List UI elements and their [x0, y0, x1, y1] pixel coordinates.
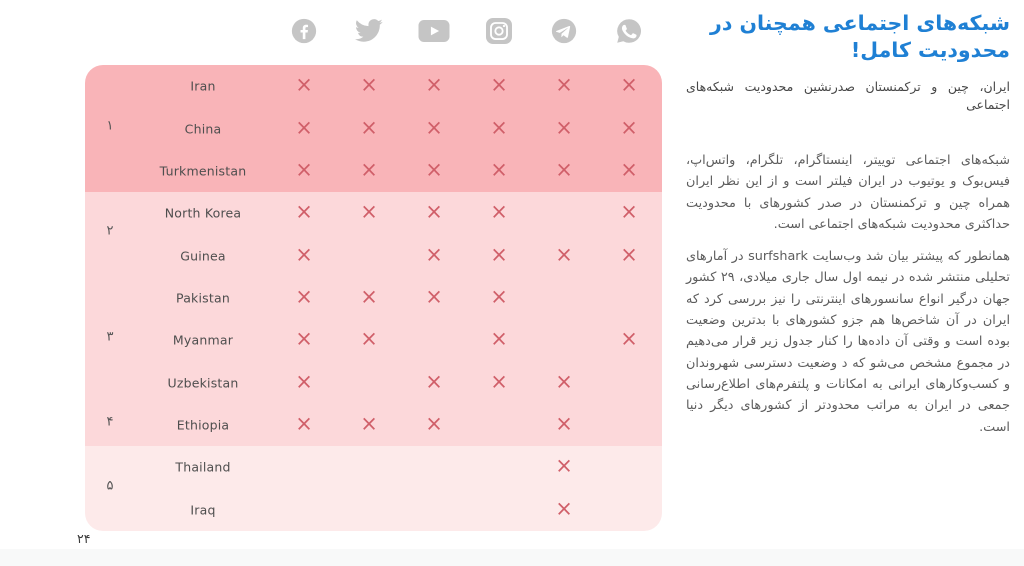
footer-strip — [0, 549, 1024, 566]
group-rank: ۵ — [106, 478, 114, 494]
group-rank: ۲ — [106, 223, 114, 239]
blocked-mark: × — [425, 284, 443, 309]
whatsapp-icon — [616, 18, 642, 44]
blocked-mark: × — [360, 157, 378, 182]
blocked-mark: × — [425, 369, 443, 394]
blocked-mark: × — [360, 199, 378, 224]
facebook-icon — [291, 18, 317, 44]
blocked-mark: × — [360, 115, 378, 140]
article-subtitle: ایران، چین و ترکمنستان صدرنشین محدودیت شبکه‌های اجتماعی — [686, 79, 1010, 112]
blocked-mark: × — [555, 369, 573, 394]
group-rank: ۳ — [106, 329, 114, 345]
blocked-mark: × — [555, 454, 573, 479]
group-rank: ۴ — [106, 414, 114, 430]
blocked-mark: × — [555, 72, 573, 97]
blocked-platforms-table — [85, 65, 662, 531]
blocked-mark: × — [360, 327, 378, 352]
blocked-mark: × — [620, 327, 638, 352]
blocked-mark: × — [360, 284, 378, 309]
article-column — [686, 10, 1010, 438]
blocked-mark: × — [360, 72, 378, 97]
country-label: Iraq — [190, 502, 216, 518]
blocked-mark: × — [425, 411, 443, 436]
blocked-mark: × — [490, 199, 508, 224]
blocked-mark: × — [490, 369, 508, 394]
blocked-mark: × — [620, 157, 638, 182]
blocked-mark: × — [490, 157, 508, 182]
blocked-mark: × — [490, 115, 508, 140]
blocked-mark: × — [555, 115, 573, 140]
blocked-mark: × — [295, 411, 313, 436]
blocked-mark: × — [490, 327, 508, 352]
blocked-mark: × — [295, 284, 313, 309]
blocked-mark: × — [555, 157, 573, 182]
country-label: Guinea — [180, 248, 226, 264]
blocked-mark: × — [555, 242, 573, 267]
country-label: Uzbekistan — [167, 375, 239, 391]
blocked-mark: × — [620, 242, 638, 267]
country-label: Pakistan — [176, 290, 230, 306]
country-label: Thailand — [175, 459, 231, 475]
telegram-icon — [551, 18, 577, 44]
article-paragraph-1: شبکه‌های اجتماعی توییتر، اینستاگرام، تلگرام، واتس‌اپ، فیس‌بوک و یوتیوب در ایران فیلتر است و از این نظر ایران همراه چین و ترکمنستان در صدر کشورهای با محدودیت حداکثری محدودیت شبکه‌های اجتماعی است. — [686, 153, 1010, 232]
blocked-mark: × — [490, 72, 508, 97]
blocked-mark: × — [555, 411, 573, 436]
severity-band — [85, 192, 662, 447]
blocked-mark: × — [425, 115, 443, 140]
blocked-mark: × — [490, 284, 508, 309]
country-label: China — [184, 121, 222, 137]
blocked-mark: × — [490, 242, 508, 267]
blocked-mark: × — [425, 72, 443, 97]
page-number: ۲۴ — [77, 531, 91, 546]
blocked-mark: × — [295, 327, 313, 352]
article-paragraph-2: همانطور که پیشتر بیان شد وب‌سایت surfshark در آمارهای تحلیلی منتشر شده در نیمه اول سال جاری میلادی، ۲۹ کشور جهان درگیر انواع سانسورهای اینترنتی را نیز بررسی کرد که ایران در آن شاخص‌ها هم جزو کشورهای با بدترین وضعیت بوده است و وقتی آن داده‌ها را کنار جدول زیر قرار می‌دهیم در مجموع مشخص می‌شو که د وضعیت دسترسی شهروندان و کسب‌وکارهای ایرانی به امکانات و پلتفرم‌های اطلاع‌رسانی جمعی در ایران به مراتب محدودتر از کشورهای دیگر دنیا است. — [686, 249, 1010, 435]
twitter-icon — [355, 19, 384, 43]
country-label: Turkmenistan — [159, 163, 247, 179]
youtube-icon — [419, 20, 450, 42]
blocked-mark: × — [360, 411, 378, 436]
country-label: Ethiopia — [176, 417, 230, 433]
blocked-mark: × — [425, 242, 443, 267]
instagram-icon — [486, 18, 512, 44]
blocked-mark: × — [295, 72, 313, 97]
blocked-mark: × — [295, 242, 313, 267]
country-label: Myanmar — [172, 332, 234, 348]
blocked-mark: × — [620, 72, 638, 97]
country-label: Iran — [190, 78, 216, 94]
blocked-mark: × — [620, 199, 638, 224]
blocked-mark: × — [295, 199, 313, 224]
page-title: شبکه‌های اجتماعی همچنان در محدودیت کامل! — [710, 11, 1010, 62]
severity-band — [85, 446, 662, 531]
blocked-mark: × — [425, 157, 443, 182]
blocked-mark: × — [295, 115, 313, 140]
blocked-mark: × — [295, 157, 313, 182]
blocked-mark: × — [555, 496, 573, 521]
blocked-mark: × — [620, 115, 638, 140]
group-rank: ۱ — [106, 118, 114, 134]
blocked-mark: × — [295, 369, 313, 394]
blocked-mark: × — [425, 199, 443, 224]
country-label: North Korea — [164, 205, 242, 221]
